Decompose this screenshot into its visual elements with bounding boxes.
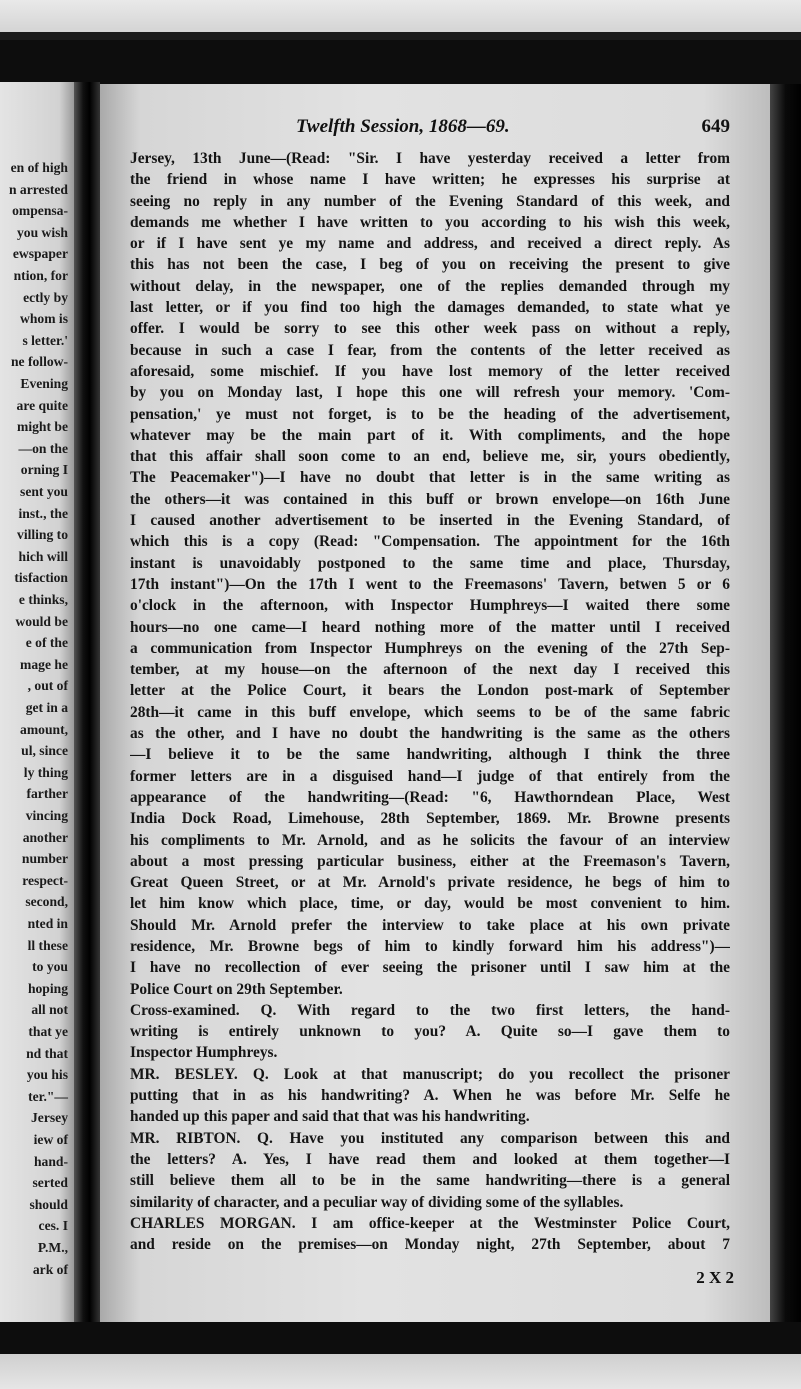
left-page-fragment: Jersey <box>31 1110 68 1126</box>
body-line: I have no recollection of ever seeing the prisoner until I saw him at the <box>130 959 730 977</box>
left-page-fragment: should <box>29 1196 68 1212</box>
left-page-fragment: hand- <box>33 1153 68 1169</box>
body-line: MR. BESLEY. Q. Look at that manuscript; do you recollect the prisoner <box>130 1065 730 1083</box>
body-line: let him know which place, time, or day, would be most convenient to him. <box>130 895 730 913</box>
body-line: tember, at my house—on the afternoon of the next day I received this <box>130 661 730 679</box>
body-line: this has not been the case, I beg of you on receiving the present to give <box>130 256 730 274</box>
left-page-fragment: e thinks, <box>18 592 68 607</box>
body-line: hours—no one came—I heard nothing more of the matter until I received <box>130 618 730 636</box>
body-line: or if I have sent ye my name and address, and received a direct reply. As <box>130 235 730 253</box>
left-page-fragment: ompensa- <box>12 203 68 219</box>
body-line: putting that in as his handwriting? A. When he was before Mr. Selfe he <box>130 1087 730 1105</box>
body-line: CHARLES MORGAN. I am office-keeper at the Westminster Police Court, <box>130 1214 730 1232</box>
body-line: by you on Monday last, I hope this one will refresh your memory. 'Com- <box>130 384 730 402</box>
body-line: because in such a case I fear, from the contents of the letter received as <box>130 341 730 359</box>
right-page <box>100 84 770 1322</box>
left-page-fragment: orning I <box>20 462 68 478</box>
left-page-fragment: nted in <box>27 916 68 931</box>
left-page-edge <box>0 82 74 1322</box>
body-line: former letters are in a disguised hand—I judge of that entirely from the <box>130 767 730 785</box>
body-text <box>130 148 730 1255</box>
body-line: The Peacemaker")—I have no doubt that letter is in the same writing as <box>130 469 730 487</box>
body-line: about a most pressing particular business, either at the Freemason's Tavern, <box>130 852 730 870</box>
left-page-fragment: s letter.' <box>22 332 68 348</box>
signature-mark: 2 X 2 <box>696 1268 734 1287</box>
body-line: the letters? A. Yes, I have read them and looked at them together—I <box>130 1150 730 1168</box>
body-line: Great Queen Street, or at Mr. Arnold's private residence, he begs of him to <box>130 874 730 892</box>
body-line: demands me whether I have written to you according to his wish this week, <box>130 213 730 231</box>
body-line: which this is a copy (Read: "Compensation. The appointment for the 16th <box>130 533 730 551</box>
left-page-fragment: respect- <box>22 872 68 888</box>
body-line: Should Mr. Arnold prefer the interview to take place at his own private <box>130 916 730 934</box>
body-line: aforesaid, some mischief. If you have lost memory of the letter received <box>130 362 730 380</box>
body-line: 17th instant")—On the 17th I went to the Freemasons' Tavern, betwen 5 or 6 <box>130 575 730 593</box>
left-page-fragment: get in a <box>25 700 68 715</box>
left-page-fragment: amount, <box>20 721 68 737</box>
left-page-fragment: P.M., <box>37 1240 68 1255</box>
body-line: offer. I would be sorry to see this other week pass on without a reply, <box>130 320 730 338</box>
body-line: Inspector Humphreys. <box>130 1044 278 1062</box>
left-page-fragment: en of high <box>10 160 68 175</box>
body-line: o'clock in the afternoon, with Inspector Humphreys—I waited there some <box>130 597 730 615</box>
left-page-fragment: ter."— <box>28 1088 68 1104</box>
left-page-fragment: iew of <box>33 1132 68 1147</box>
left-page-fragment: ark of <box>32 1261 68 1277</box>
left-page-fragment: vincing <box>25 808 68 823</box>
body-line: a communication from Inspector Humphreys on the evening of the 27th Sep- <box>130 639 730 657</box>
page-number: 649 <box>701 116 730 137</box>
left-page-fragment: ectly by <box>23 289 68 305</box>
left-page-fragment: would be <box>15 613 68 629</box>
left-page-fragment: might be <box>17 419 68 435</box>
left-page-fragment: hoping <box>27 980 68 996</box>
left-page-fragment: are quite <box>16 397 68 413</box>
left-page-fragment: villing to <box>17 527 68 543</box>
left-page-fragment: ewspaper <box>12 246 68 262</box>
left-page-fragment: hich will <box>18 548 68 564</box>
bottom-background-strip <box>0 1354 801 1389</box>
left-page-fragment: another <box>22 829 68 845</box>
body-line: that this affair shall soon come to an end, believe me, sir, yours obediently, <box>130 448 730 466</box>
left-page-fragment: sent you <box>20 484 68 499</box>
body-line: the friend in whose name I have written; he expresses his surprise at <box>130 171 730 189</box>
body-line: writing is entirely unknown to you? A. Quite so—I gave them to <box>130 1023 730 1041</box>
top-background-strip <box>0 0 801 40</box>
left-page-fragment: you wish <box>17 224 68 240</box>
left-page-fragment: , out of <box>27 678 68 694</box>
left-page-fragment: farther <box>26 786 68 802</box>
body-line: whatever may be the main part of it. With compliments, and the hope <box>130 426 730 444</box>
left-page-fragment: ces. I <box>38 1218 68 1234</box>
body-line: Police Court on 29th September. <box>130 980 343 998</box>
body-line: similarity of character, and a peculiar way of dividing some of the syllables. <box>130 1193 624 1211</box>
left-page-fragment: ntion, for <box>13 268 68 283</box>
body-line: his compliments to Mr. Arnold, and as he solicits the favour of an interview <box>130 831 730 849</box>
running-title: Twelfth Session, 1868—69. <box>296 116 510 137</box>
left-page-fragment: tisfaction <box>14 570 68 586</box>
body-line: still believe them all to be in the same handwriting—there is a general <box>130 1172 730 1190</box>
left-page-fragment: e of the <box>25 635 68 651</box>
left-page-fragment: whom is <box>20 311 68 327</box>
left-page-fragment: all not <box>31 1002 68 1018</box>
left-page-fragment: —on the <box>18 440 68 456</box>
left-page-fragment: you his <box>26 1067 68 1083</box>
body-line: Cross-examined. Q. With regard to the two first letters, the hand- <box>130 1001 730 1019</box>
body-line: pensation,' ye must not forget, is to be the heading of the advertisement, <box>130 405 730 423</box>
left-page-fragment: ll these <box>27 937 68 953</box>
body-line: 28th—it came in this buff envelope, which seems to be of the same fabric <box>130 703 730 721</box>
body-line: MR. RIBTON. Q. Have you instituted any comparison between this and <box>130 1129 730 1147</box>
left-page-fragment: serted <box>32 1175 68 1191</box>
body-line: the others—it was contained in this buff or brown envelope—on 16th June <box>130 490 730 508</box>
body-line: as the other, and I have no doubt the handwriting is the same as the others <box>130 725 730 743</box>
left-page-fragment: second, <box>25 894 68 910</box>
left-page-fragment: n arrested <box>8 181 68 197</box>
body-line: seeing no reply in any number of the Evening Standard of this week, and <box>130 192 730 210</box>
body-line: India Dock Road, Limehouse, 28th September, 1869. Mr. Browne presents <box>130 810 730 828</box>
page-header <box>100 116 732 140</box>
left-page-fragment: number <box>21 851 68 867</box>
left-page-fragment: that ye <box>28 1024 68 1039</box>
body-line: handed up this paper and said that that was his handwriting. <box>130 1108 530 1126</box>
left-page-fragment: ly thing <box>23 764 68 780</box>
body-line: without delay, in the newspaper, one of the replies demanded through my <box>130 277 730 295</box>
body-line: I caused another advertisement to be inserted in the Evening Standard, of <box>130 512 730 530</box>
left-page-fragment: Evening <box>20 376 68 391</box>
left-page-fragment: mage he <box>20 656 68 672</box>
right-page-edge <box>770 84 801 1322</box>
left-page-fragment: ne follow- <box>10 354 68 370</box>
book-gutter <box>74 82 100 1322</box>
body-line: letter at the Police Court, it bears the London post-mark of September <box>130 682 730 700</box>
left-page-fragment: nd that <box>26 1045 68 1061</box>
body-line: —I believe it to be the same handwriting, although I think the three <box>130 746 730 764</box>
left-page-fragment: to you <box>32 959 68 975</box>
left-page-fragment: inst., the <box>18 505 68 521</box>
left-page-fragment: ul, since <box>21 743 68 759</box>
body-line: Jersey, 13th June—(Read: "Sir. I have yesterday received a letter from <box>130 150 730 167</box>
body-line: and reside on the premises—on Monday night, 27th September, about 7 <box>130 1236 730 1254</box>
body-line: residence, Mr. Browne begs of him to kindly forward him his address")— <box>130 937 730 955</box>
body-line: instant is unavoidably postponed to the same time and place, Thursday, <box>130 554 730 572</box>
body-line: appearance of the handwriting—(Read: "6, Hawthorndean Place, West <box>130 788 730 806</box>
body-line: last letter, or if you find too high the damages demanded, to state what ye <box>130 299 730 317</box>
